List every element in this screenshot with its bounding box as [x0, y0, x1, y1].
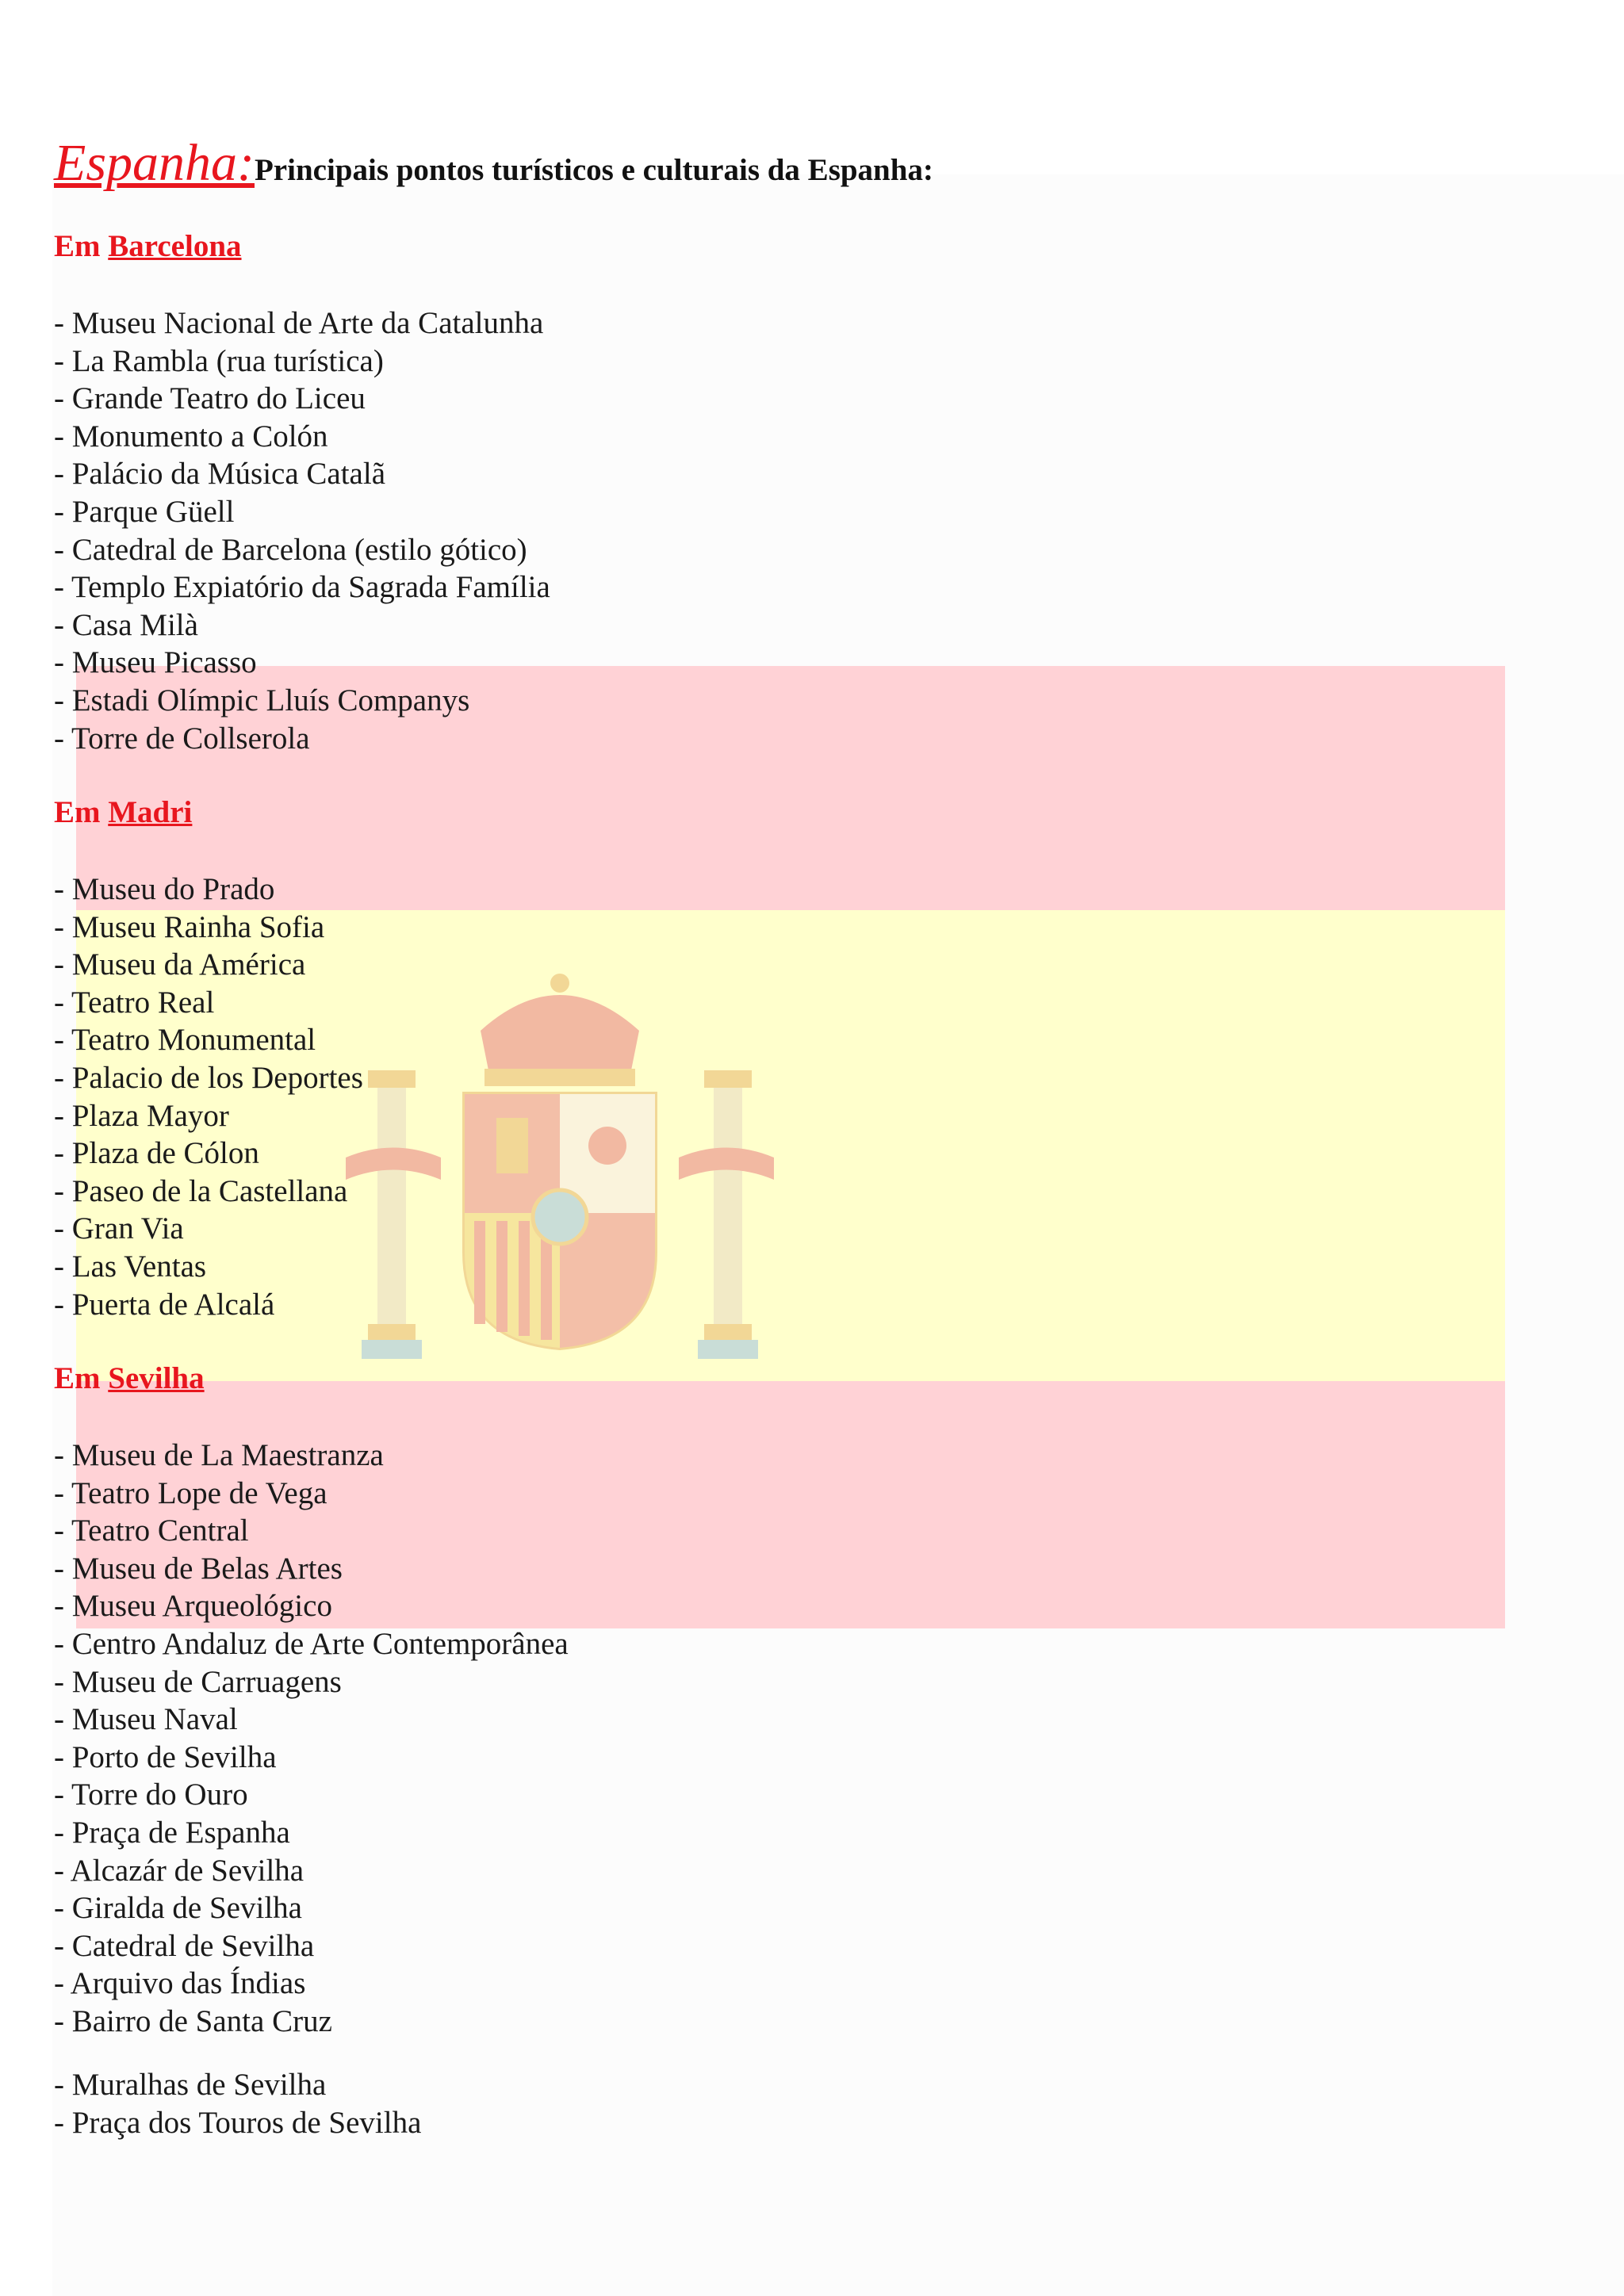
list-item: - Museu Naval: [54, 1702, 238, 1737]
list-item: - Giralda de Sevilha: [54, 1891, 302, 1926]
title-country: Espanha:: [54, 134, 255, 192]
list-item: - Museu da América: [54, 947, 306, 982]
list-item: - Paseo de la Castellana: [54, 1173, 348, 1208]
list-item: - Museu Rainha Sofia: [54, 909, 325, 944]
list-item: - Estadi Olímpic Lluís Companys: [54, 683, 470, 718]
title-subtitle: Principais pontos turísticos e culturais da Espanha:: [254, 153, 933, 187]
list-item: - Plaza Mayor: [54, 1098, 229, 1133]
list-item: - Teatro Monumental: [54, 1023, 316, 1058]
list-item: - Praça dos Touros de Sevilha: [54, 2105, 422, 2140]
list-item: - Museu de Carruagens: [54, 1664, 342, 1699]
list-item: - Gran Via: [54, 1211, 184, 1246]
list-item: - Museu do Prado: [54, 872, 275, 906]
section-heading-sevilha: [54, 1360, 205, 1396]
list-item: - Las Ventas: [54, 1249, 207, 1284]
list-item: - La Rambla (rua turística): [54, 343, 384, 378]
city-link-sevilha[interactable]: Sevilha: [108, 1361, 205, 1395]
list-item: - Grande Teatro do Liceu: [54, 381, 366, 416]
list-item: - Arquivo das Índias: [54, 1966, 306, 2001]
list-item: - Porto de Sevilha: [54, 1739, 277, 1774]
list-item: - Palacio de los Deportes: [54, 1060, 363, 1095]
list-item: - Catedral de Barcelona (estilo gótico): [54, 532, 527, 567]
attractions-list-sevilha-continued: [54, 2066, 421, 2141]
document-title: [54, 132, 933, 202]
attractions-list-barcelona: [54, 304, 550, 757]
list-item: - Teatro Central: [54, 1513, 249, 1548]
city-link-barcelona[interactable]: Barcelona: [108, 229, 242, 263]
list-item: - Teatro Real: [54, 985, 215, 1020]
coat-of-arms-icon: [346, 967, 774, 1380]
section-prefix: Em: [54, 795, 109, 829]
list-item: - Casa Milà: [54, 607, 198, 642]
list-item: - Praça de Espanha: [54, 1815, 290, 1850]
attractions-list-sevilha: [54, 1437, 569, 2041]
list-item: - Monumento a Colón: [54, 419, 328, 453]
section-prefix: Em: [54, 1361, 109, 1395]
list-item: - Puerta de Alcalá: [54, 1287, 275, 1322]
list-item: - Centro Andaluz de Arte Contemporânea: [54, 1626, 569, 1661]
list-item: - Museu Nacional de Arte da Catalunha: [54, 306, 544, 340]
list-item: - Museu de Belas Artes: [54, 1551, 343, 1586]
list-item: - Alcazár de Sevilha: [54, 1853, 304, 1888]
attractions-list-madri: [54, 871, 363, 1323]
list-item: - Museu de La Maestranza: [54, 1438, 384, 1472]
list-item: - Teatro Lope de Vega: [54, 1475, 327, 1510]
list-item: - Museu Arqueológico: [54, 1589, 332, 1624]
list-item: - Plaza de Cólon: [54, 1136, 259, 1171]
list-item: - Bairro de Santa Cruz: [54, 2003, 332, 2038]
city-link-madri[interactable]: Madri: [108, 795, 193, 829]
section-heading-madri: [54, 794, 192, 830]
list-item: - Palácio da Música Catalã: [54, 457, 386, 492]
list-item: - Parque Güell: [54, 494, 235, 529]
list-item: - Muralhas de Sevilha: [54, 2068, 327, 2102]
section-heading-barcelona: [54, 228, 242, 264]
list-item: - Torre de Collserola: [54, 721, 310, 756]
list-item: - Catedral de Sevilha: [54, 1928, 315, 1963]
section-prefix: Em: [54, 229, 109, 263]
list-item: - Torre do Ouro: [54, 1777, 248, 1812]
list-item: - Museu Picasso: [54, 645, 257, 680]
list-item: - Templo Expiatório da Sagrada Família: [54, 570, 550, 605]
